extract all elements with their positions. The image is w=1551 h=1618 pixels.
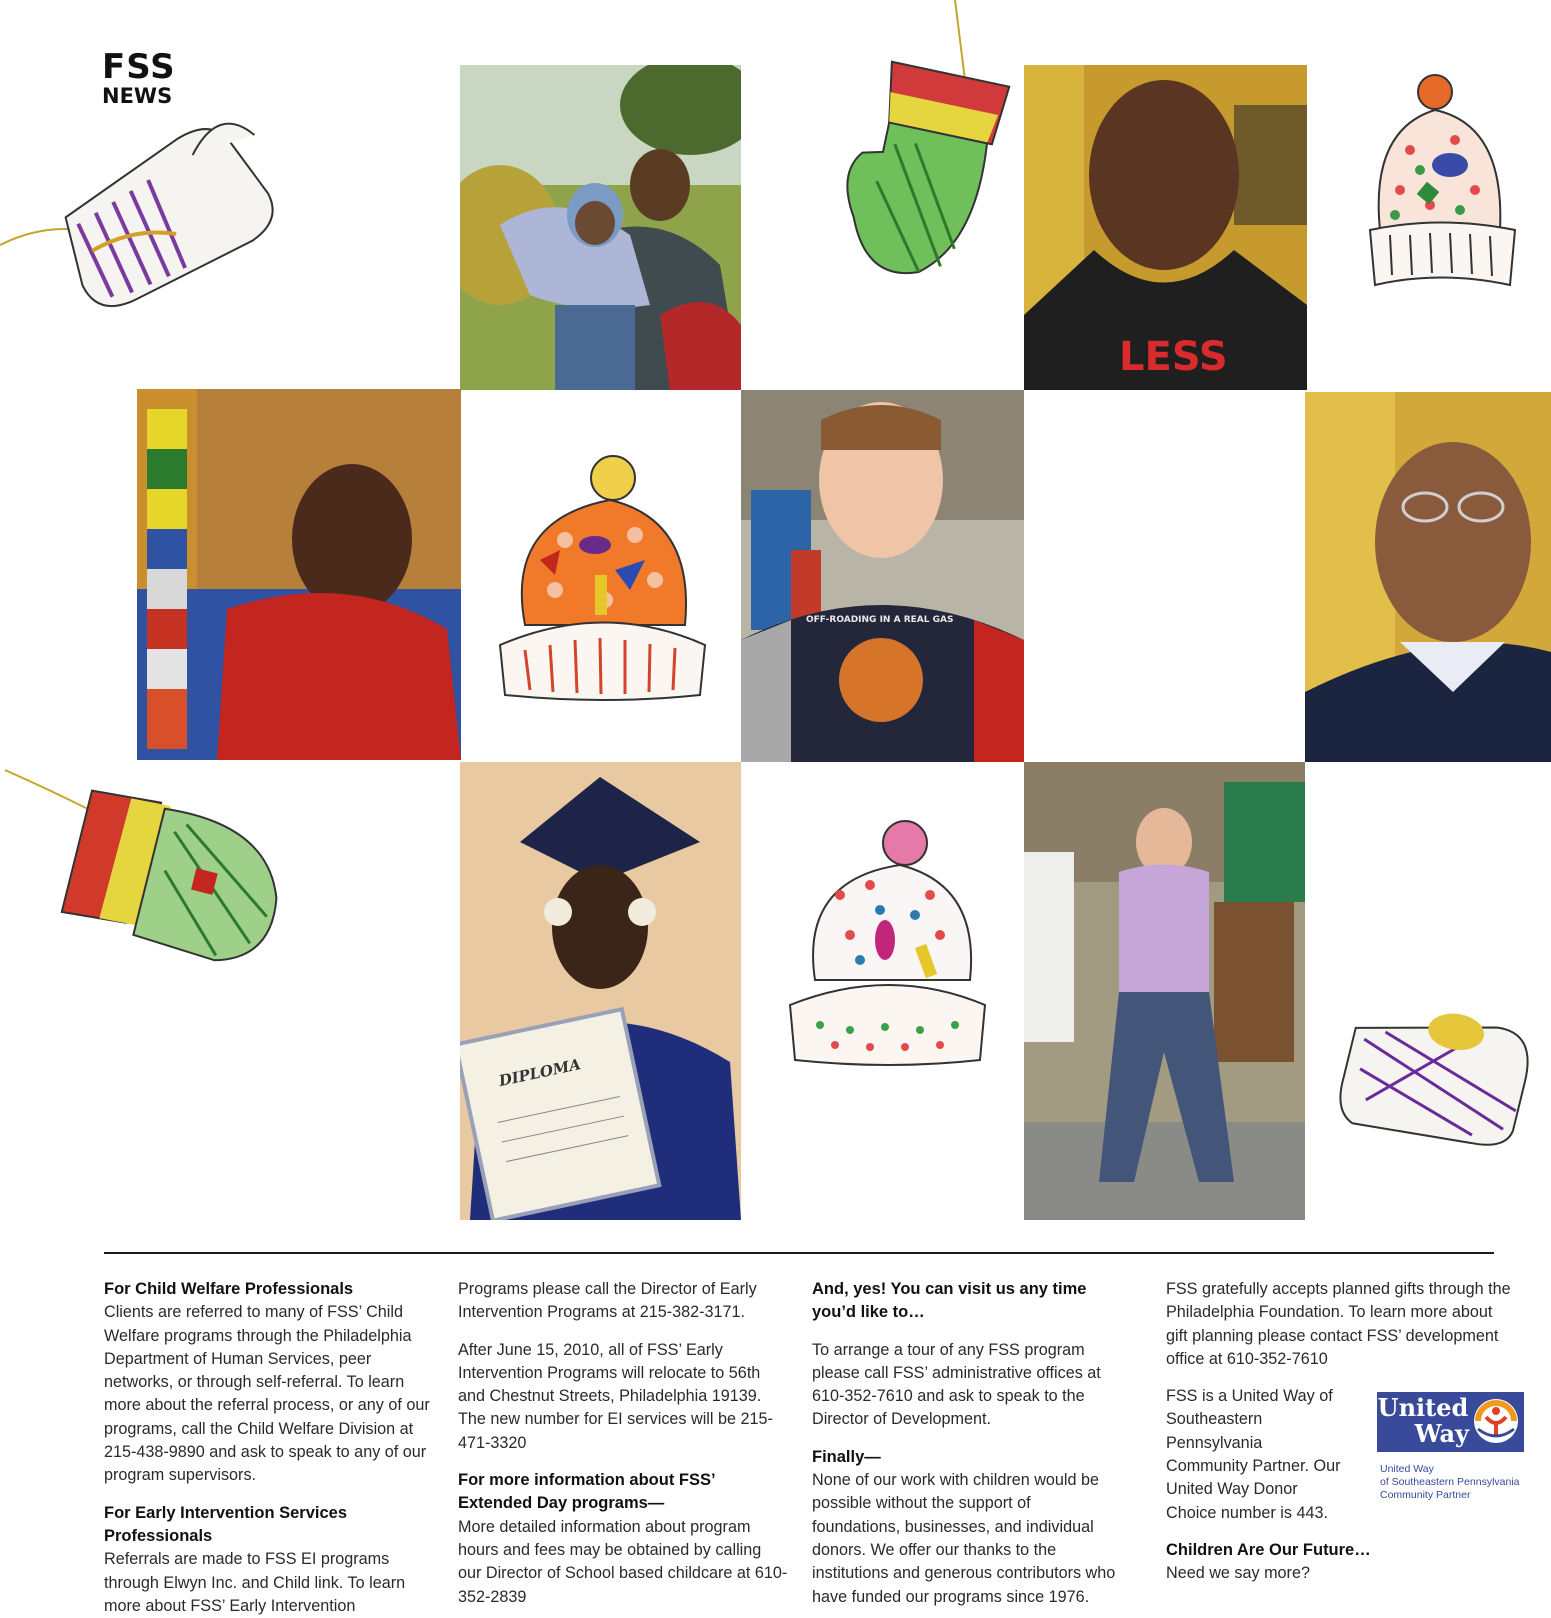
hat-drawing-top-right (1360, 70, 1525, 295)
heading-children-future: Children Are Our Future… (1166, 1540, 1371, 1559)
column-3 (812, 1278, 1122, 1609)
united-way-logo-line2: Way (1414, 1419, 1469, 1448)
hat-drawing-orange (495, 450, 710, 715)
photo-smiling-boy (1024, 65, 1307, 390)
masthead-subtitle: NEWS (102, 84, 173, 108)
united-way-caption-line3: Community Partner (1380, 1489, 1471, 1501)
united-way-caption (1380, 1463, 1550, 1502)
column-1 (104, 1278, 434, 1618)
paragraph-finally: None of our work with children would be possible without the support of foundations, businesses, and individual donors. We offer our thanks to the institutions and generous contributors who have funded our programs since 1976. (812, 1471, 1116, 1606)
united-way-logo (1377, 1392, 1524, 1452)
mitten-drawing-gold (1340, 1000, 1540, 1145)
paragraph-planned-gifts: FSS gratefully accepts planned gifts through the Philadelphia Foundation. To learn more about gift planning please contact FSS’ development office at 610-352-7610 (1166, 1280, 1511, 1368)
mitten-drawing-red (0, 770, 290, 975)
united-way-caption-line1: United Way (1380, 1463, 1434, 1475)
heading-extended-day: For more information about FSS’ Extended Day programs— (458, 1471, 715, 1513)
shirt-slogan: OFF-ROADING IN A REAL GAS (806, 615, 954, 625)
photo-boy-glasses (1305, 392, 1551, 762)
heading-child-welfare: For Child Welfare Professionals (104, 1280, 354, 1298)
paragraph-ei-director: Programs please call the Director of Early Intervention Programs at 215-382-3171. (458, 1280, 757, 1322)
photo-boy-with-blocks (137, 389, 461, 760)
diploma-text: DIPLOMA (497, 1055, 583, 1091)
section-divider (104, 1252, 1494, 1254)
column-2 (458, 1278, 788, 1609)
heading-visit: And, yes! You can visit us any time you’d like to… (812, 1280, 1087, 1322)
photo-graduate-girl (460, 762, 741, 1220)
hat-drawing-white (790, 815, 990, 1070)
united-way-logo-line1: United (1377, 1393, 1469, 1422)
heading-early-intervention: For Early Intervention Services Professionals (104, 1503, 348, 1545)
paragraph-early-intervention: Referrals are made to FSS EI programs through Elwyn Inc. and Child link. To learn more about FSS’ Early Intervention (104, 1550, 406, 1615)
united-way-caption-line2: of Southeastern Pennsylvania (1380, 1476, 1520, 1488)
photo-mother-and-baby (460, 65, 741, 390)
heading-finally: Finally— (812, 1447, 881, 1466)
paragraph-need-we-say: Need we say more? (1166, 1564, 1310, 1583)
paragraph-extended-day: More detailed information about program hours and fees may be obtained by calling our Director of School based childcare at 610-352-2839 (458, 1517, 788, 1606)
masthead-title: FSS (102, 47, 176, 87)
united-way-emblem-icon (1470, 1395, 1522, 1447)
mitten-drawing-green (820, 0, 1005, 295)
paragraph-child-welfare: Clients are referred to many of FSS’ Child Welfare programs through the Philadelphia Department of Human Services, peer networks, or through self-referral. To learn more about the referral process, or any of our programs, call the Child Welfare Division at 215-438-9890 and ask to speak to any of our program supervisors. (104, 1303, 430, 1485)
masthead (102, 47, 176, 108)
shirt-text: LESS (1119, 334, 1228, 380)
photo-girl-classroom (1024, 762, 1305, 1220)
photo-boy-playground (741, 390, 1024, 762)
paragraph-visit: To arrange a tour of any FSS program please call FSS’ administrative offices at 610-352-7610 and ask to speak to the Director of Development. (812, 1340, 1101, 1429)
paragraph-relocation: After June 15, 2010, all of FSS’ Early Intervention Programs will relocate to 56th and Chestnut Streets, Philadelphia 19139. The new number for EI services will be 215-471-3320 (458, 1340, 773, 1452)
paragraph-united-way: FSS is a United Way of Southeastern Pennsylvania Community Partner. Our United Way Donor Choice number is 443. (1166, 1387, 1341, 1522)
mitten-drawing-purple (0, 105, 290, 290)
